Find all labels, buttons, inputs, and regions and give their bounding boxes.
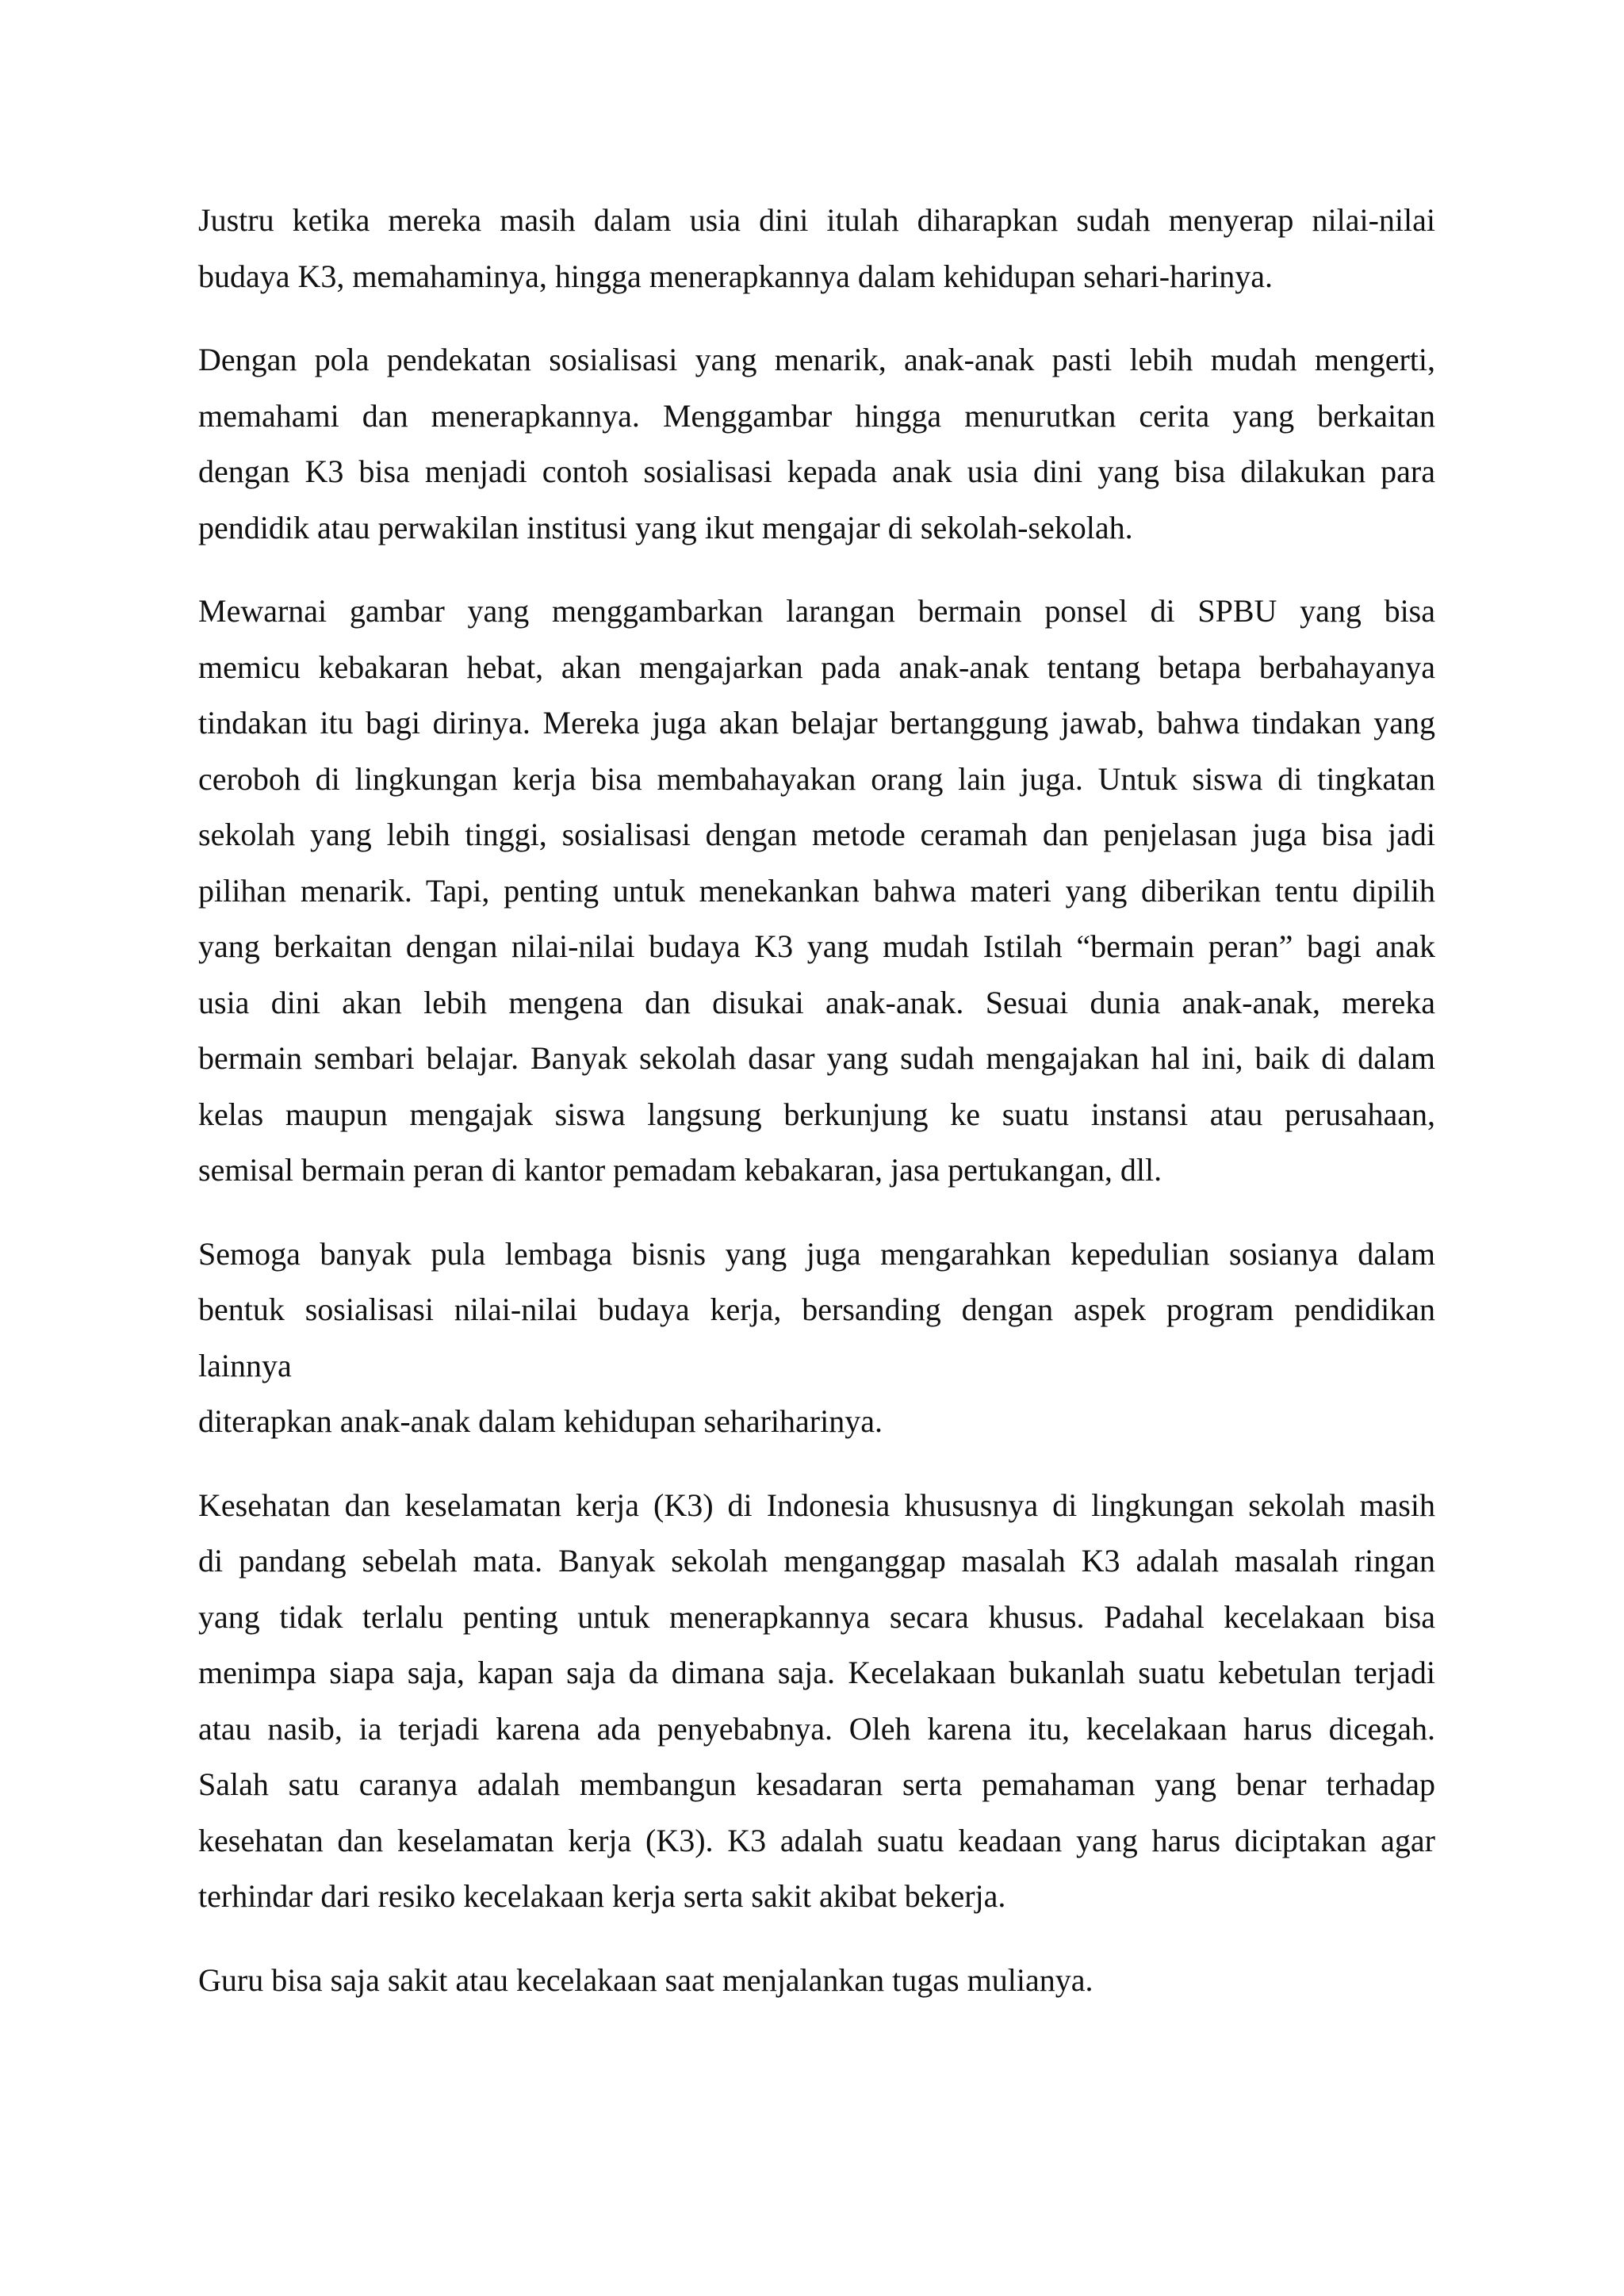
text-line: memicu kebakaran hebat, akan mengajarkan pada anak-anak tentang betapa berbahayanya [198,649,1435,685]
text-line: Justru ketika mereka masih dalam usia dini itulah diharapkan sudah menyerap nilai-nilai [198,202,1435,238]
text-line: semisal bermain peran di kantor pemadam kebakaran, jasa pertukangan, dll. [198,1152,1162,1188]
text-line: pendidik atau perwakilan institusi yang ikut mengajar di sekolah-sekolah. [198,509,1133,545]
paragraph-5 [198,1394,1435,1450]
text-line: sekolah yang lebih tinggi, sosialisasi dengan metode ceramah dan penjelasan juga bisa jadi [198,817,1435,852]
text-line: Guru bisa saja sakit atau kecelakaan saat menjalankan tugas mulianya. [198,1961,1094,1998]
paragraph-4 [198,1226,1435,1395]
text-line: diterapkan anak-anak dalam kehidupan sehariharinya. [198,1403,883,1439]
text-line: terhindar dari resiko kecelakaan kerja serta sakit akibat bekerja. [198,1878,1006,1914]
text-line: budaya K3, memahaminya, hingga menerapkannya dalam kehidupan sehari-harinya. [198,258,1274,294]
text-line: yang tidak terlalu penting untuk menerapkannya secara khusus. Padahal kecelakaan bisa [198,1598,1435,1635]
text-line: Mewarnai gambar yang menggambarkan larangan bermain ponsel di SPBU yang bisa [198,593,1435,629]
text-line: Semoga banyak pula lembaga bisnis yang juga mengarahkan kepedulian sosianya dalam [198,1235,1435,1272]
text-line: bentuk sosialisasi nilai-nilai budaya kerja, bersanding dengan aspek program pendidikan [198,1292,1435,1327]
text-line: kelas maupun mengajak siswa langsung berkunjung ke suatu instansi atau perusahaan, [198,1096,1435,1132]
text-line: dengan K3 bisa menjadi contoh sosialisasi kepada anak usia dini yang bisa dilakukan para [198,453,1435,489]
paragraph-1 [198,193,1435,304]
text-line: Kesehatan dan keselamatan kerja (K3) di Indonesia khususnya di lingkungan sekolah masih [198,1487,1435,1523]
paragraph-3 [198,584,1435,1199]
text-line: usia dini akan lebih mengena dan disukai anak-anak. Sesuai dunia anak-anak, mereka [198,984,1435,1020]
document-body [198,193,1435,2036]
paragraph-2 [198,332,1435,556]
text-line: Salah satu caranya adalah membangun kesadaran serta pemahaman yang benar terhadap [198,1766,1435,1802]
text-line: pilihan menarik. Tapi, penting untuk menekankan bahwa materi yang diberikan tentu dipilih [198,872,1435,909]
text-line: ceroboh di lingkungan kerja bisa membahayakan orang lain juga. Untuk siswa di tingkatan [198,760,1435,797]
text-line: memahami dan menerapkannya. Menggambar hingga menurutkan cerita yang berkaitan [198,397,1435,434]
paragraph-7 [198,1953,1435,2009]
text-line: tindakan itu bagi dirinya. Mereka juga akan belajar bertanggung jawab, bahwa tindakan yang [198,705,1435,740]
text-line: lainnya [198,1347,292,1383]
text-line: di pandang sebelah mata. Banyak sekolah menganggap masalah K3 adalah masalah ringan [198,1543,1435,1578]
text-line: yang berkaitan dengan nilai-nilai budaya K3 yang mudah Istilah “bermain peran” bagi anak [198,928,1435,964]
text-line: atau nasib, ia terjadi karena ada penyebabnya. Oleh karena itu, kecelakaan harus dicegah. [198,1710,1435,1747]
text-line: menimpa siapa saja, kapan saja da dimana saja. Kecelakaan bukanlah suatu kebetulan terjadi [198,1655,1435,1690]
paragraph-6 [198,1478,1435,1925]
text-line: kesehatan dan keselamatan kerja (K3). K3 adalah suatu keadaan yang harus diciptakan agar [198,1822,1435,1858]
text-line: Dengan pola pendekatan sosialisasi yang menarik, anak-anak pasti lebih mudah mengerti, [198,342,1435,377]
text-line: bermain sembari belajar. Banyak sekolah dasar yang sudah mengajakan hal ini, baik di dalam [198,1040,1435,1076]
